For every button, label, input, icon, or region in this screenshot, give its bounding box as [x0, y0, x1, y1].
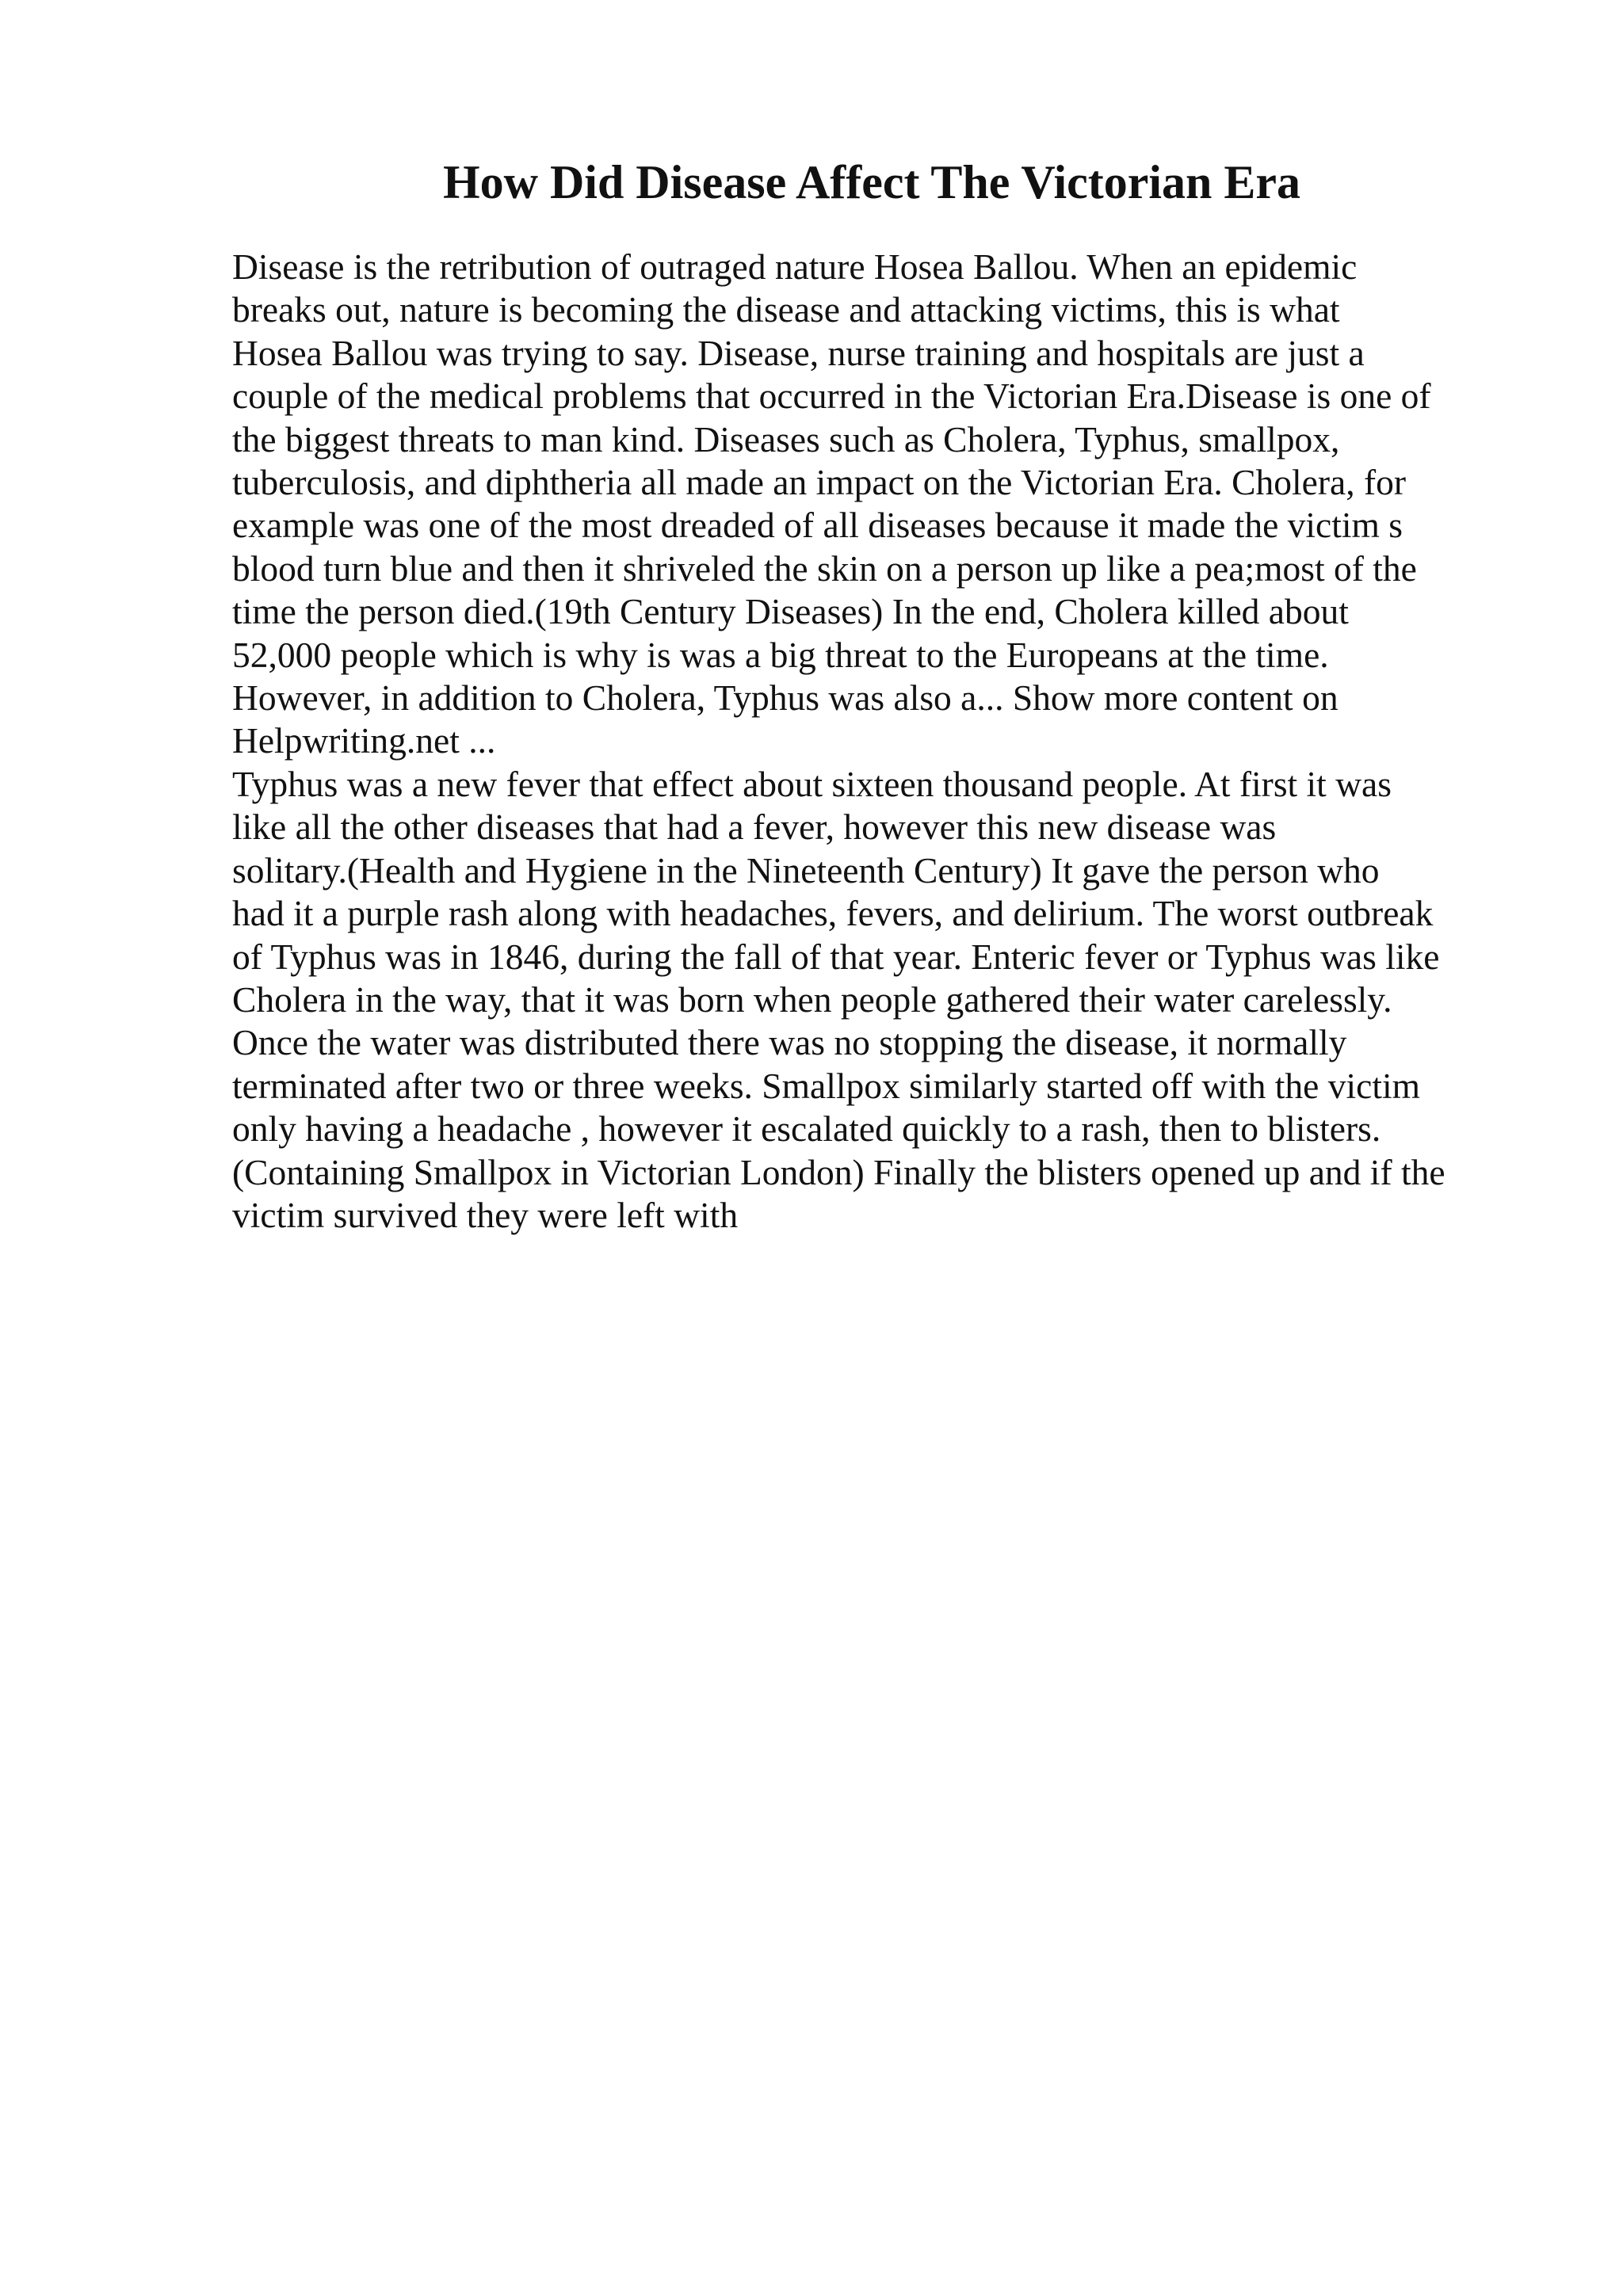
body-line: had it a purple rash along with headaches, fevers, and delirium. The worst outbreak — [232, 893, 1434, 934]
body-line: 52,000 people which is why is was a big threat to the Europeans at the time. — [232, 634, 1329, 675]
body-line: Helpwriting.net ... — [232, 720, 496, 761]
body-line: Once the water was distributed there was no stopping the disease, it normally — [232, 1022, 1347, 1063]
body-line: blood turn blue and then it shriveled the skin on a person up like a pea;most of the — [232, 547, 1417, 589]
body-line: However, in addition to Cholera, Typhus was also a... Show more content on — [232, 677, 1338, 719]
body-line: like all the other diseases that had a fever, however this new disease was — [232, 807, 1277, 848]
body-line: Hosea Ballou was trying to say. Disease, nurse training and hospitals are just a — [232, 332, 1365, 373]
body-line: the biggest threats to man kind. Diseases such as Cholera, Typhus, smallpox, — [232, 418, 1340, 460]
body-line: tuberculosis, and diphtheria all made an impact on the Victorian Era. Cholera, for — [232, 462, 1407, 503]
body-line: only having a headache , however it escalated quickly to a rash, then to blisters. — [232, 1108, 1381, 1150]
document-body — [232, 246, 1516, 1237]
document-title: How Did Disease Affect The Victorian Era — [442, 156, 1301, 208]
body-line: example was one of the most dreaded of all diseases because it made the victim s — [232, 505, 1403, 546]
body-line: Typhus was a new fever that effect about sixteen thousand people. At first it was — [232, 763, 1392, 804]
body-line: time the person died.(19th Century Diseases) In the end, Cholera killed about — [232, 591, 1349, 632]
body-line: breaks out, nature is becoming the disease and attacking victims, this is what — [232, 289, 1340, 330]
body-line: couple of the medical problems that occurred in the Victorian Era.Disease is one of — [232, 376, 1431, 417]
body-line: solitary.(Health and Hygiene in the Nineteenth Century) It gave the person who — [232, 849, 1380, 891]
body-line: (Containing Smallpox in Victorian London) Finally the blisters opened up and if the — [232, 1151, 1445, 1192]
body-line: of Typhus was in 1846, during the fall of that year. Enteric fever or Typhus was like — [232, 936, 1440, 977]
body-line: victim survived they were left with — [232, 1194, 739, 1235]
body-line: terminated after two or three weeks. Smallpox similarly started off with the victim — [232, 1065, 1420, 1106]
body-line: Disease is the retribution of outraged nature Hosea Ballou. When an epidemic — [232, 246, 1358, 287]
body-line: Cholera in the way, that it was born when people gathered their water carelessly. — [232, 978, 1392, 1020]
